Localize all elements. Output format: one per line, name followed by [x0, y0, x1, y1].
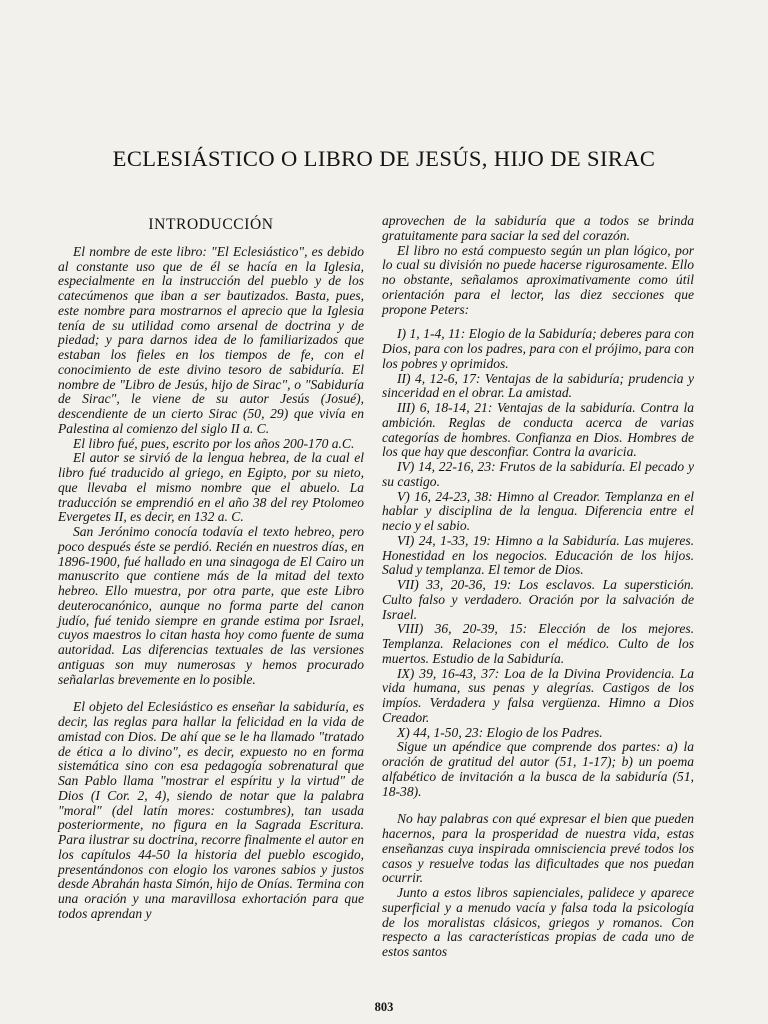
section-heading: INTRODUCCIÓN — [148, 216, 274, 233]
paragraph-hebrew-text: San Jerónimo conocía todavía el texto hebreo, pero poco después éste se perdió. Recién en nuestros días, en 1896-1900, fué hallado en una sinagoga de El Cairo un manuscrito que contiene más de la mitad del texto hebreo. Ello muestra, por otra parte, que este Libro deuterocanónico, aunque no forma parte del canon judío, fué tenido siempre en grande estima por Israel, cuyos maestros lo citan hasta hoy como fuente de suma autoridad. Las diferencias textuales de las versiones antiguas son muy numerosas y hemos procurado señalarlas brevemente en lo posible. — [58, 524, 364, 687]
paragraph-appendix: Sigue un apéndice que comprende dos partes: a) la oración de gratitud del autor (51, 1-17); b) un poema alfabético de invitación a la busca de la sabiduría (51, 18-38). — [382, 739, 694, 799]
paragraph-closing-2: Junto a estos libros sapienciales, palidece y aparece superficial y a menudo vacía y falsa toda la psicología de los moralistas clásicos, griegos y romanos. Con respecto a las características propias de cada uno de estos santos — [382, 885, 694, 959]
section-item: III) 6, 18-14, 21: Ventajas de la sabiduría. Contra la ambición. Reglas de conducta acerca de varias categorías de hombres. Confianza en Dios. Hombres de los que hay que desconfiar. Contra la avaricia. — [382, 400, 694, 460]
paragraph-closing-1: No hay palabras con qué expresar el bien que pueden hacernos, para la prosperidad de nuestra vida, estas enseñanzas cuya inspirada omnisciencia prevé todos los casos y resuelve todas las dificultades que nos puedan ocurrir. — [382, 811, 694, 886]
paragraph-date: El libro fué, pues, escrito por los años 200-170 a.C. — [73, 435, 355, 451]
right-column — [382, 214, 694, 960]
section-item: VI) 24, 1-33, 19: Himno a la Sabiduría. Las mujeres. Honestidad en los negocios. Educación de los hijos. Salud y templanza. El temor de Dios. — [382, 532, 694, 578]
page-title: ECLESIÁSTICO O LIBRO DE JESÚS, HIJO DE SIRAC — [112, 146, 656, 171]
section-item: IX) 39, 16-43, 37: Loa de la Divina Providencia. La vida humana, sus penas y alegrías. Castigos de los impíos. Verdadera y falsa vergüenza. Himno a Dios Creador. — [382, 665, 694, 725]
section-item: X) 44, 1-50, 23: Elogio de los Padres. — [397, 724, 603, 740]
paragraph-translation: El autor se sirvió de la lengua hebrea, de la cual el libro fué traducido al griego, en Egipto, por su nieto, que llevaba el mismo nombre que el abuelo. La traducción se emprendió en el año 38 del rey Ptolomeo Evergetes II, es decir, en 132 a. C. — [58, 450, 364, 525]
paragraph-purpose: El objeto del Eclesiástico es enseñar la sabiduría, es decir, las reglas para hallar la felicidad en la vida de amistad con Dios. De ahí que se le ha llamado "tratado de ética a lo divino", es decir, expuesto no en forma sistemática sino con esa pedagogía sobrenatural que San Pablo llama "mostrar el espíritu y la virtud" de Dios (I Cor. 2, 4), siendo de notar que la palabra "moral" (del latín mores: costumbres), tan usada posteriormente, no figura en la Sagrada Escritura. Para ilustrar su doctrina, recorre finalmente el autor en los capítulos 44-50 la historia del pueblo escogido, presentándonos con elogio los varones sabios y justos desde Abrahán hasta Simón, hijo de Onías. Termina con una oración y una maravillosa exhortación para que todos aprendan y — [58, 699, 364, 921]
section-item: V) 16, 24-23, 38: Himno al Creador. Templanza en el hablar y disciplina de la lengua. Diferencia entre el necio y el sabio. — [382, 488, 694, 533]
page-number: 803 — [374, 1000, 394, 1014]
section-item: VIII) 36, 20-39, 15: Elección de los mejores. Templanza. Relaciones con el médico. Culto de los muertos. Estudio de la Sabiduría. — [382, 621, 694, 666]
paragraph-continuation: aprovechen de la sabiduría que a todos se brinda gratuitamente para saciar la sed del corazón. — [382, 213, 694, 243]
section-item: VII) 33, 20-36, 19: Los esclavos. La superstición. Culto falso y verdadero. Oración por la salvación de Israel. — [382, 577, 694, 622]
section-item: II) 4, 12-6, 17: Ventajas de la sabiduría; prudencia y sinceridad en el obrar. La amistad. — [382, 370, 694, 401]
paragraph-structure-intro: El libro no está compuesto según un plan lógico, por lo cual su división no puede hacerse rigurosamente. Ello no obstante, señalamos aproximativamente como útil orientación para el lector, las diez secciones que propone Peters: — [382, 242, 694, 317]
paragraph-name-origin: El nombre de este libro: "El Eclesiástico", es debido al constante uso que de él se hacía en la Iglesia, especialmente en la instrucción del pueblo y de los catecúmenos que iban a ser bautizados. Basta, pues, este nombre para mostrarnos el aprecio que la Iglesia tenía de su utilidad como arsenal de doctrina y de piedad; y para darnos idea de lo familiarizados que estaban los fieles en los tiempos de fe, con el conocimiento de este divino tesoro de sabiduría. El nombre de "Libro de Jesús, hijo de Sirac", o "Sabiduría de Sirac", le viene de su autor Jesús (Josué), descendiente de un cierto Sirac (50, 29) que vivía en Palestina al comienzo del siglo II a. C. — [58, 243, 364, 436]
section-item: IV) 14, 22-16, 23: Frutos de la sabiduría. El pecado y su castigo. — [382, 459, 694, 489]
section-item: I) 1, 1-4, 11: Elogio de la Sabiduría; deberes para con Dios, para con los padres, para con el prójimo, para con los pobres y oprimidos. — [382, 326, 694, 371]
left-column — [58, 214, 364, 922]
